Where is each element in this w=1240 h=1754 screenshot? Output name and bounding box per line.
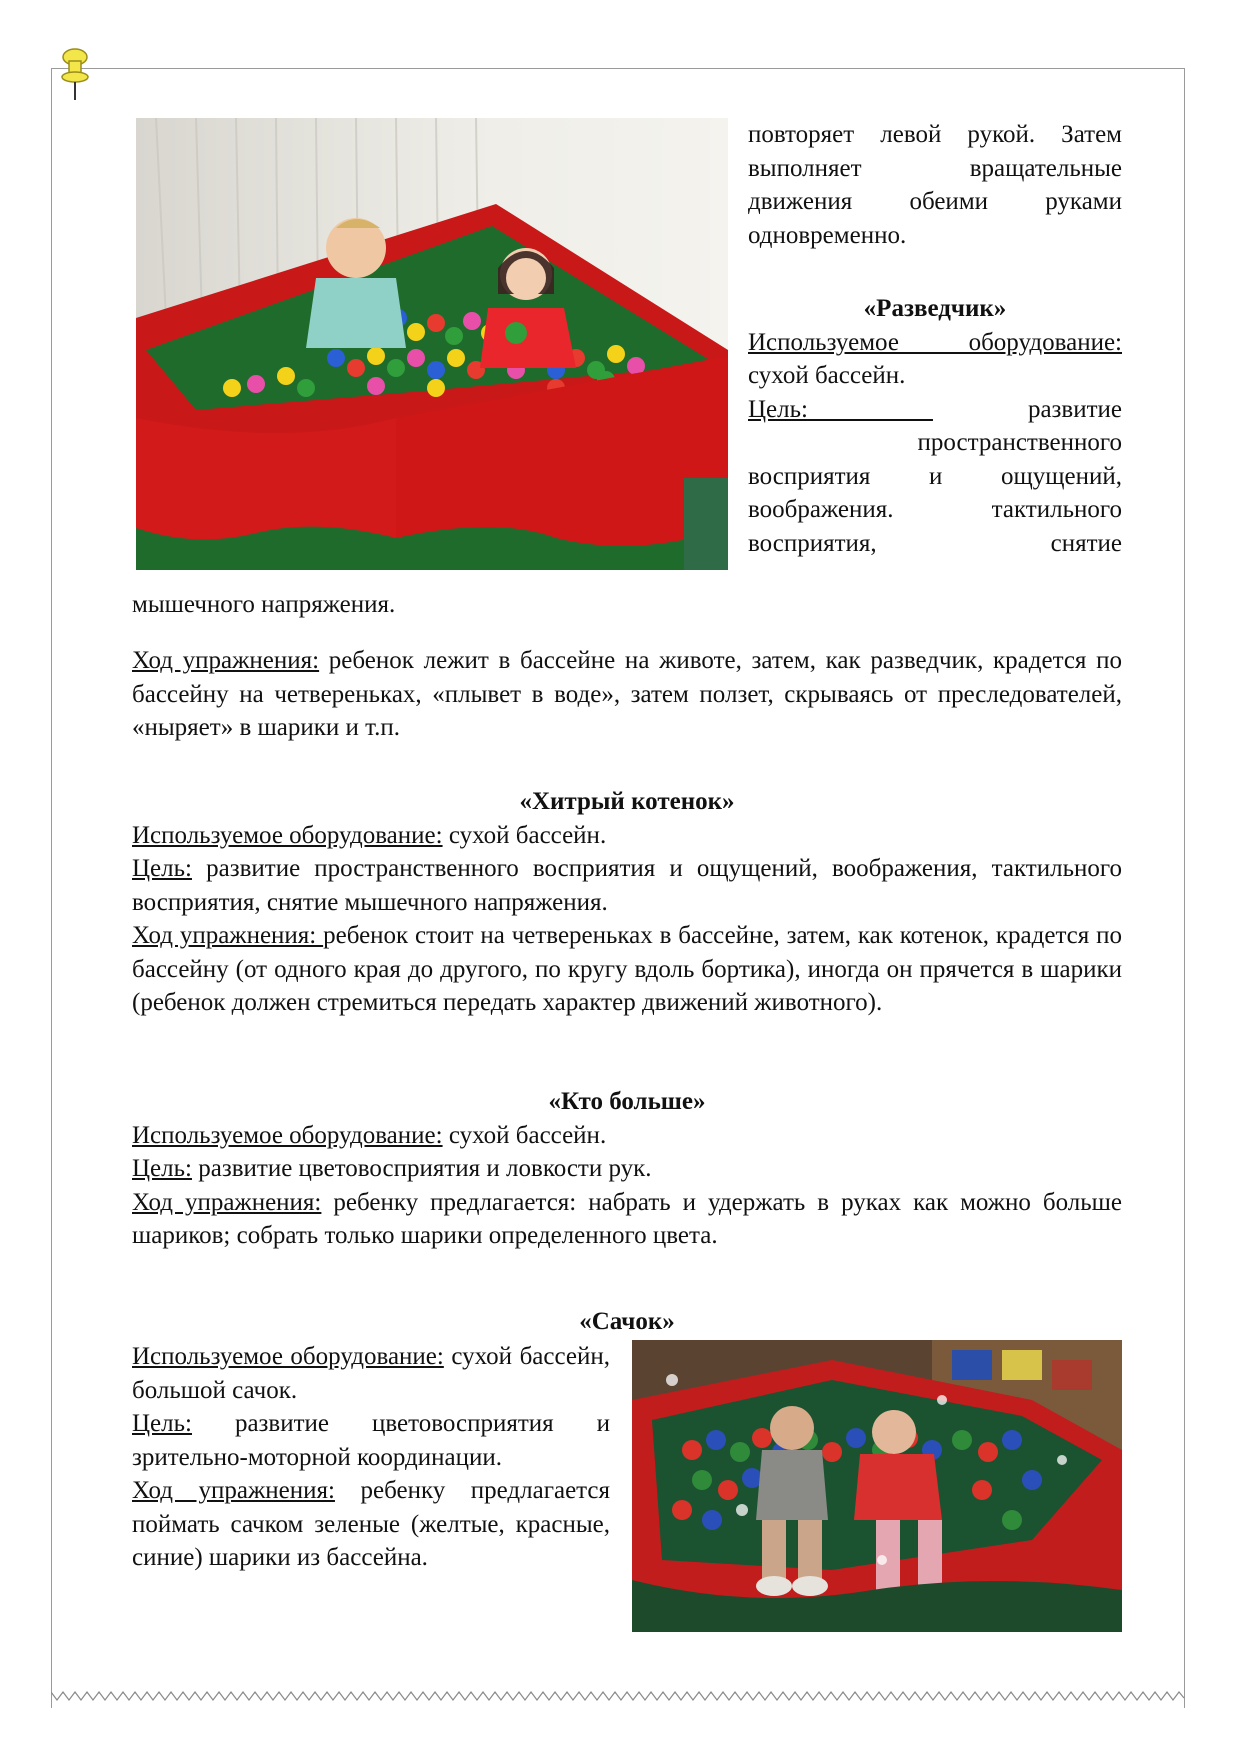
sachok-course-label: Ход упражнения: — [132, 1477, 335, 1504]
kotenok-equip-label: Используемое оборудование: — [132, 821, 443, 849]
sachok-equip-value: сухой бассейн, большой сачок. — [132, 1343, 610, 1404]
kotenok-course-label: Ход упражнения: — [132, 922, 324, 949]
page-frame-right — [1184, 68, 1185, 1708]
intro-line-3: движения обеими руками — [748, 188, 1122, 215]
razvedchik-goal-line1: развитие — [1027, 395, 1122, 423]
razvedchik-goal-gap — [808, 396, 933, 423]
razvedchik-course-text: ребенок лежит в бассейне на животе, затем, как разведчик, крадется по бассейну на четвереньках, «плывет в воде», затем ползет, скрываясь от преследователей, «ныряет» в шарики и т.п. — [132, 647, 1122, 741]
kto-bolshe-equip — [132, 1119, 1122, 1153]
razvedchik-title: «Разведчик» — [863, 295, 1007, 322]
kto-bolshe-course — [132, 1186, 1122, 1253]
kotenok-goal-label: Цель: — [132, 855, 192, 882]
intro-line-1: повторяет левой рукой. Затем — [748, 121, 1122, 148]
razvedchik-course-label: Ход упражнения: — [132, 647, 320, 674]
razvedchik-course — [132, 644, 1122, 745]
razvedchik-goal-label: Цель: — [748, 395, 808, 423]
sachok-course — [132, 1474, 610, 1575]
kto-bolshe-goal-label: Цель: — [132, 1155, 192, 1182]
ball-pit-photo-2 — [632, 1340, 1122, 1632]
razvedchik-goal-line5: восприятия, снятие — [748, 529, 1122, 557]
kto-bolshe-course-label: Ход упражнения: — [132, 1188, 322, 1216]
ball-pit-photo-1 — [136, 118, 728, 570]
sachok-course-text: ребенку предлагается поймать сачком зеленые (желтые, красные, синие) шарики из бассейна. — [132, 1477, 610, 1571]
kto-bolshe-goal — [132, 1152, 1122, 1186]
kotenok-title: «Хитрый котенок» — [519, 788, 735, 815]
razvedchik-section — [748, 292, 1122, 560]
razvedchik-equip-value: сухой бассейн. — [748, 362, 906, 389]
kotenok-course — [132, 919, 1122, 1020]
kotenok-goal — [132, 852, 1122, 919]
sachok-section — [132, 1340, 610, 1575]
kotenok-equip — [132, 819, 1122, 853]
razvedchik-goal-tail: мышечного напряжения. — [132, 591, 396, 618]
kto-bolshe-section — [132, 1085, 1122, 1253]
sachok-goal-text: развитие цветовосприятия и зрительно-моторной координации. — [132, 1410, 610, 1471]
sachok-equip — [132, 1340, 610, 1407]
page-zigzag-edge — [51, 1690, 1185, 1710]
pushpin-icon — [58, 46, 92, 102]
razvedchik-goal-line — [748, 393, 1122, 427]
razvedchik-goal-line3: восприятия и ощущений, — [748, 462, 1122, 490]
intro-continuation — [748, 118, 1122, 252]
intro-line-4: одновременно. — [748, 221, 907, 249]
kto-bolshe-title: «Кто больше» — [548, 1088, 706, 1115]
kto-bolshe-equip-value: сухой бассейн. — [442, 1121, 607, 1149]
kto-bolshe-goal-text: развитие цветовосприятия и ловкости рук. — [191, 1155, 652, 1182]
kotenok-section — [132, 785, 1122, 1020]
kotenok-goal-text: развитие пространственного восприятия и ощущений, воображения, тактильного восприятия, снятие мышечного напряжения. — [132, 855, 1122, 916]
intro-line-2: выполняет вращательные — [748, 154, 1122, 182]
razvedchik-goal-line2: пространственного — [917, 429, 1122, 456]
sachok-goal-label: Цель: — [132, 1410, 192, 1437]
kto-bolshe-course-text: ребенку предлагается: набрать и удержать в руках как можно больше шариков; собрать только шарики определенного цвета. — [132, 1188, 1123, 1249]
kto-bolshe-equip-label: Используемое оборудование: — [132, 1121, 443, 1149]
kotenok-course-text: ребенок стоит на четвереньках в бассейне, затем, как котенок, крадется по бассейну (от одного края до другого, по кругу вдоль бортика), иногда он прячется в шарики (ребенок должен стремиться передать характер движений животного). — [132, 922, 1122, 1016]
sachok-title: «Сачок» — [579, 1308, 675, 1335]
sachok-equip-label: Используемое оборудование: — [132, 1343, 444, 1370]
kotenok-equip-value: сухой бассейн. — [442, 821, 607, 849]
page-frame-left — [51, 68, 52, 1708]
razvedchik-goal-line4: воображения. тактильного — [748, 496, 1122, 523]
razvedchik-equip-label: Используемое оборудование: — [748, 328, 1122, 356]
page-frame-top — [52, 68, 1184, 69]
sachok-goal — [132, 1407, 610, 1474]
